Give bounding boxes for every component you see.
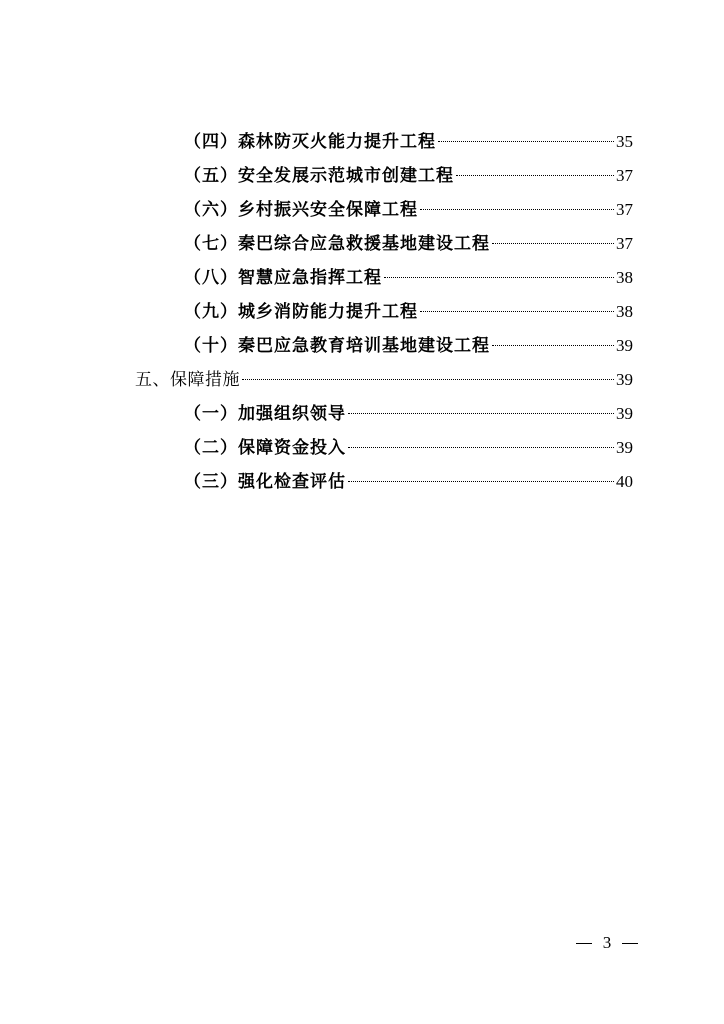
toc-page-number: 38 — [616, 302, 633, 321]
toc-entry-title: （九）城乡消防能力提升工程 — [184, 302, 418, 322]
toc-entry[interactable] — [184, 331, 633, 361]
toc-entry-title: （五）安全发展示范城市创建工程 — [184, 166, 454, 186]
toc-page-number: 39 — [616, 370, 633, 389]
toc-entry[interactable] — [184, 127, 633, 157]
toc-entry[interactable] — [184, 467, 633, 497]
toc-entry-title: （八）智慧应急指挥工程 — [184, 268, 382, 288]
toc-page-number: 39 — [616, 404, 633, 423]
toc-entry-title: （四）森林防灭火能力提升工程 — [184, 132, 436, 152]
toc-dot-leader — [456, 174, 614, 176]
footer-dash-left — [576, 943, 592, 944]
toc-page-number: 35 — [616, 132, 633, 151]
toc-entry-title: （二）保障资金投入 — [184, 438, 346, 458]
toc-entry-title: （一）加强组织领导 — [184, 404, 346, 424]
toc-dot-leader — [348, 412, 614, 414]
toc-entry[interactable] — [184, 161, 633, 191]
toc-page-number: 38 — [616, 268, 633, 287]
toc-entry[interactable] — [184, 297, 633, 327]
toc-dot-leader — [348, 480, 614, 482]
toc-page-number: 40 — [616, 472, 633, 491]
toc-dot-leader — [492, 344, 614, 346]
toc-entry[interactable] — [184, 195, 633, 225]
toc-dot-leader — [492, 242, 614, 244]
toc-dot-leader — [438, 140, 614, 142]
toc-dot-leader — [242, 378, 614, 380]
toc-page-number: 37 — [616, 166, 633, 185]
toc-page-number: 39 — [616, 438, 633, 457]
toc-dot-leader — [348, 446, 614, 448]
footer-page-number: 3 — [602, 933, 612, 952]
toc-page-number: 37 — [616, 234, 633, 253]
toc-entry[interactable] — [184, 229, 633, 259]
toc-page-number: 37 — [616, 200, 633, 219]
page-footer — [576, 930, 638, 956]
toc-entry[interactable] — [184, 399, 633, 429]
toc-dot-leader — [420, 310, 614, 312]
footer-dash-right — [622, 943, 638, 944]
toc-dot-leader — [420, 208, 614, 210]
toc-entry[interactable] — [184, 263, 633, 293]
toc-dot-leader — [384, 276, 614, 278]
toc-entry-title: （六）乡村振兴安全保障工程 — [184, 200, 418, 220]
toc-entry-title: （七）秦巴综合应急救援基地建设工程 — [184, 234, 490, 254]
toc-entry-title: （三）强化检查评估 — [184, 472, 346, 492]
toc-entry-title: （十）秦巴应急教育培训基地建设工程 — [184, 336, 490, 356]
toc-section-entry[interactable] — [135, 365, 633, 395]
toc-page-number: 39 — [616, 336, 633, 355]
toc-entry[interactable] — [184, 433, 633, 463]
toc-section-title: 五、保障措施 — [135, 370, 240, 390]
